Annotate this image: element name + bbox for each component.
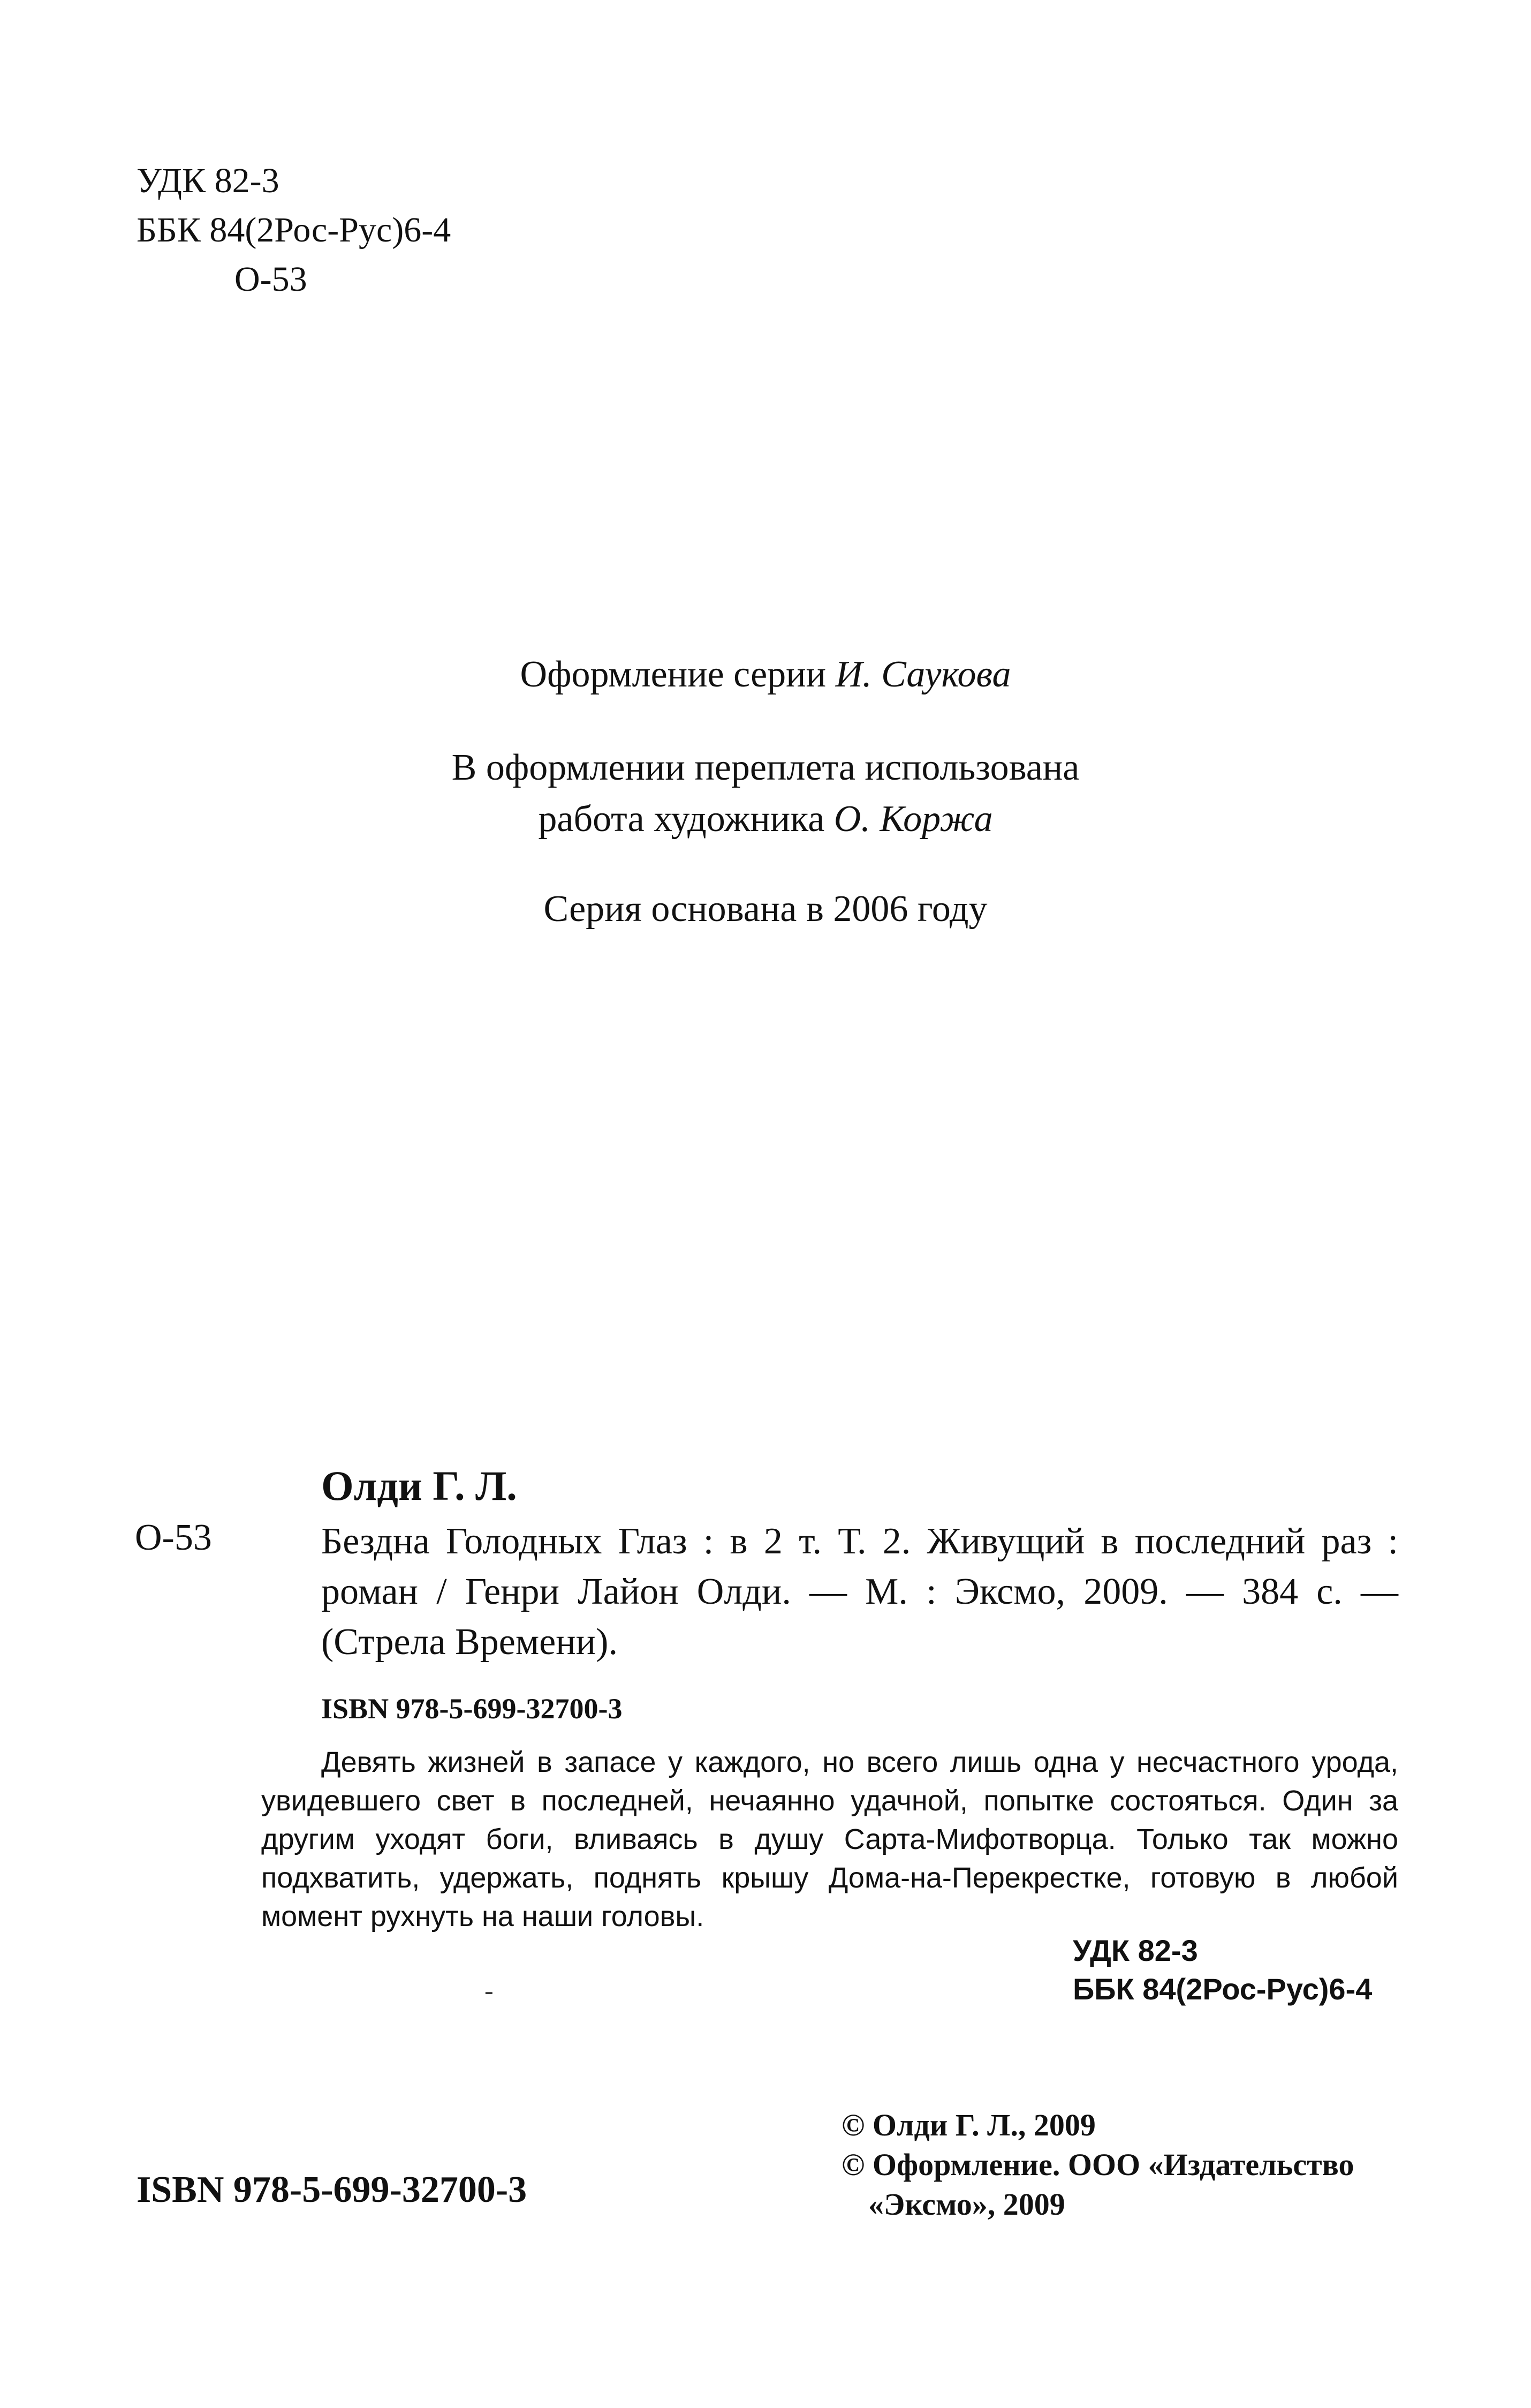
annotation: Девять жизней в запасе у каждого, но всего лишь одна у несчастного урода, увидевшего свет в последней, нечаянно удачной, попытке состояться. Один за другим уходят боги, вливаясь в душу Сарта-Мифотворца. Только так можно подхватить, удержать, поднять крышу Дома-на-Перекрестке, готовую в любой момент рухнуть на наши головы. (261, 1746, 1398, 1933)
cover-artist-name: О. Коржа (833, 798, 993, 840)
series-design-credit (0, 649, 1531, 700)
isbn-entry: ISBN 978-5-699-32700-3 (321, 1693, 623, 1725)
series-design-prefix: Оформление серии (520, 654, 836, 695)
udk-bottom: УДК 82-3 (1073, 1934, 1198, 1967)
cover-artist-prefix: работа художника (538, 798, 834, 840)
cover-credit-line2 (0, 794, 1531, 845)
copyright-author: © Олди Г. Л., 2009 (842, 2108, 1096, 2142)
author-code-top: О-53 (234, 260, 307, 299)
udk-top: УДК 82-3 (137, 161, 279, 200)
copyright-design: © Оформление. ООО «Издательство (842, 2147, 1354, 2182)
series-design-name: И. Саукова (835, 654, 1011, 695)
author-code-mid: О-53 (135, 1517, 212, 1558)
author-heading: Олди Г. Л. (321, 1462, 517, 1509)
bbk-top: ББК 84(2Рос-Рус)6-4 (137, 210, 451, 250)
isbn-bottom: ISBN 978-5-699-32700-3 (137, 2169, 527, 2210)
bbk-bottom: ББК 84(2Рос-Рус)6-4 (1073, 1972, 1373, 2006)
bibliographic-description: Бездна Голодных Глаз : в 2 т. Т. 2. Живущий в последний раз : роман / Генри Лайон Олди. — М. : Эксмо, 2009. — 384 с. — (Стрела Времени). (321, 1521, 1398, 1663)
cover-credit-line1: В оформлении переплета использована (451, 747, 1080, 788)
stray-mark: - (484, 1975, 494, 2005)
copyright-publisher: «Эксмо», 2009 (868, 2187, 1065, 2222)
series-founded: Серия основана в 2006 году (543, 888, 988, 930)
